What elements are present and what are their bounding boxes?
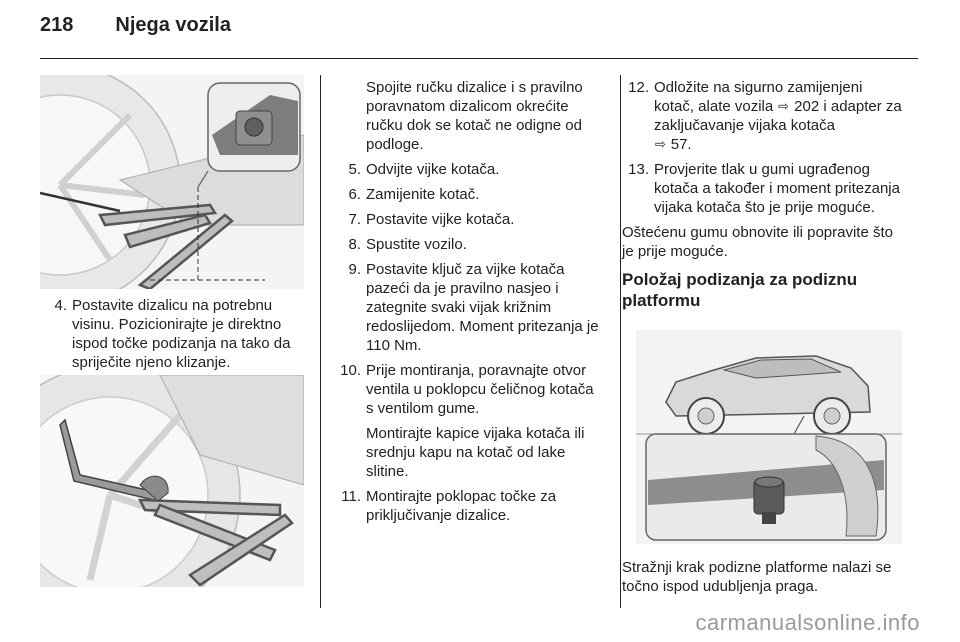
column-divider-2 bbox=[620, 75, 621, 608]
step-number: 8. bbox=[348, 236, 361, 253]
step-text: Postavite dizalicu na potrebnu visinu. Pozicionirajte je direktno ispod točke podizanja na tako da spriječite njeno klizanje. bbox=[72, 297, 291, 371]
step-text: Odvijte vijke kotača. bbox=[366, 161, 500, 178]
column-divider-1 bbox=[320, 75, 321, 608]
jack-under-car-illustration bbox=[40, 75, 304, 289]
step-12 bbox=[622, 78, 904, 154]
step-text: Postavite ključ za vijke kotača pazeći da je pravilno nasjeo i zategnite svaki vijak križnim redoslijedom. Moment pritezanja je 110 Nm. bbox=[366, 261, 599, 354]
step-10-note: Montirajte kapice vijaka kotača ili srednju kapu na kotač od lake slitine. bbox=[366, 425, 585, 480]
intro-paragraph: Spojite ručku dizalice i s pravilno poravnatom dizalicom okrećite ručku dok se kotač ne odigne od podloge. bbox=[366, 79, 583, 153]
step-9 bbox=[334, 260, 604, 355]
step-number: 9. bbox=[348, 261, 361, 278]
step-number: 11. bbox=[341, 488, 361, 505]
page-number: 218 bbox=[40, 14, 74, 36]
section-heading: Položaj podizanja za podiznu platformu bbox=[622, 270, 858, 310]
step-text: Prije montiranja, poravnajte otvor ventila u poklopcu čeličnog kotača s ventilom gume. bbox=[366, 362, 594, 417]
step-number: 13. bbox=[628, 161, 649, 178]
column-1 bbox=[40, 296, 304, 378]
cross-reference-arrow-icon: ⇨ bbox=[654, 137, 666, 152]
step-10 bbox=[334, 361, 604, 481]
step-number: 4. bbox=[54, 297, 67, 314]
step-number: 6. bbox=[348, 186, 361, 203]
repair-note: Oštećenu gumu obnovite ili popravite što je prije moguće. bbox=[622, 224, 893, 260]
step-number: 7. bbox=[348, 211, 361, 228]
step-11 bbox=[334, 487, 604, 525]
step-text-part: i adapter za zaključavanje vijaka kotača bbox=[654, 98, 902, 134]
step-5 bbox=[334, 160, 604, 179]
column-3 bbox=[622, 78, 904, 319]
caption-text: Stražnji krak podizne platforme nalazi se točno ispod udubljenja praga. bbox=[622, 559, 892, 595]
page-header bbox=[40, 14, 231, 54]
step-number: 10. bbox=[340, 362, 361, 379]
figure-caption bbox=[622, 558, 910, 602]
column-2 bbox=[334, 78, 604, 531]
step-text: Montirajte poklopac točke za priključivanje dizalice. bbox=[366, 488, 557, 524]
cross-reference-arrow-icon: ⇨ bbox=[778, 99, 790, 114]
step-4 bbox=[40, 296, 304, 372]
step-7 bbox=[334, 210, 604, 229]
step-text: Provjerite tlak u gumi ugrađenog kotača a također i moment pritezanja vijaka kotača što je prije moguće. bbox=[654, 161, 900, 216]
page-title: Njega vozila bbox=[115, 14, 231, 36]
step-number: 12. bbox=[628, 79, 649, 96]
step-number: 5. bbox=[348, 161, 361, 178]
step-text-part: Odložite na sigurno zamijenjeni kotač, alate vozila bbox=[654, 79, 863, 115]
step-8 bbox=[334, 235, 604, 254]
lifting-platform-illustration bbox=[636, 330, 902, 544]
step-text: Zamijenite kotač. bbox=[366, 186, 480, 203]
step-6 bbox=[334, 185, 604, 204]
step-text: Spustite vozilo. bbox=[366, 236, 467, 253]
header-divider bbox=[40, 58, 918, 59]
page-reference[interactable]: 57. bbox=[670, 136, 692, 153]
watermark: carmanualsonline.info bbox=[695, 610, 920, 635]
step-13 bbox=[622, 160, 904, 217]
step-text: Postavite vijke kotača. bbox=[366, 211, 515, 228]
page-reference[interactable]: 202 bbox=[794, 98, 820, 115]
jack-crank-handle-illustration bbox=[40, 375, 304, 587]
